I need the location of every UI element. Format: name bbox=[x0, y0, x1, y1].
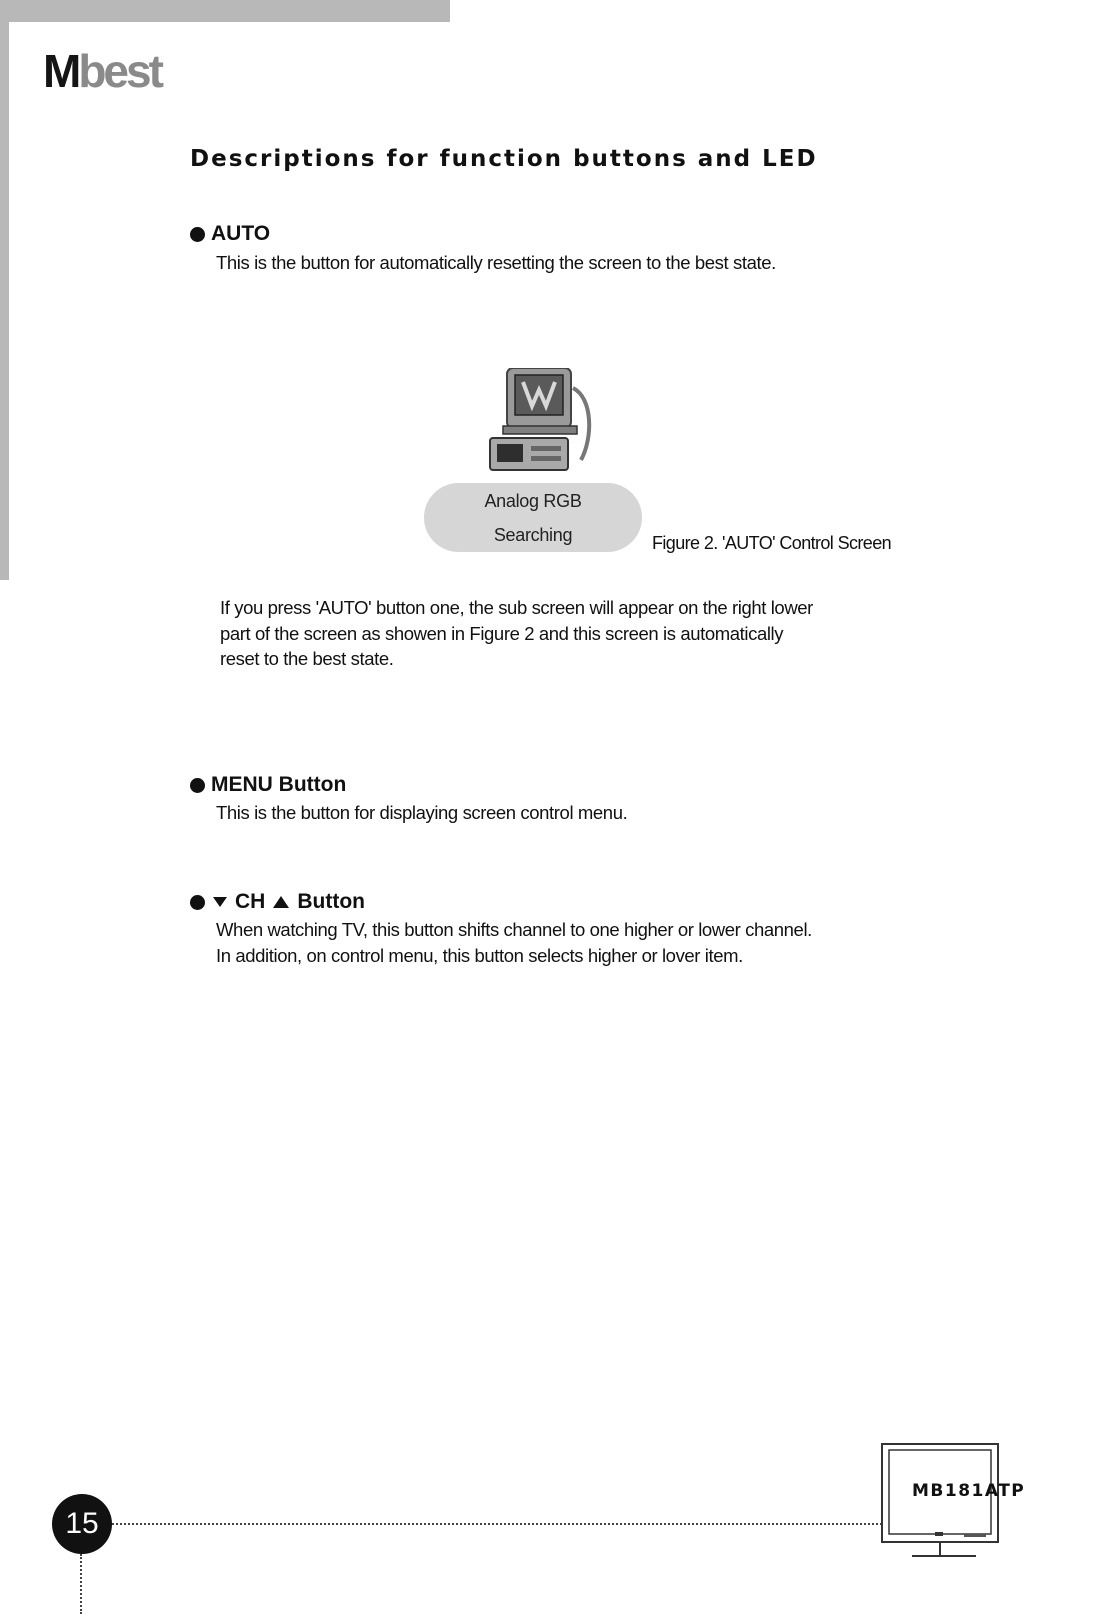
menu-title-text: MENU Button bbox=[211, 773, 347, 796]
auto-detail-line-2: part of the screen as showen in Figure 2 and this screen is automatically bbox=[220, 623, 784, 644]
bullet-icon bbox=[190, 895, 205, 910]
bullet-icon bbox=[190, 227, 205, 242]
ch-description-line-1: When watching TV, this button shifts channel to one higher or lower channel. bbox=[216, 919, 812, 940]
down-arrow-icon bbox=[213, 897, 227, 907]
menu-description: This is the button for displaying screen control menu. bbox=[216, 802, 628, 823]
auto-description: This is the button for automatically resetting the screen to the best state. bbox=[216, 252, 776, 273]
logo-first-letter: M bbox=[43, 45, 79, 97]
auto-detail-line-1: If you press 'AUTO' button one, the sub screen will appear on the right lower bbox=[220, 597, 813, 618]
auto-detail-line-3: reset to the best state. bbox=[220, 648, 394, 669]
screen-line-2: Searching bbox=[493, 524, 573, 545]
page-heading: Descriptions for function buttons and LED bbox=[190, 146, 818, 172]
ch-title-text: CH bbox=[235, 890, 266, 913]
up-arrow-icon bbox=[273, 896, 289, 908]
ch-title-button-text: Button bbox=[297, 890, 365, 913]
ch-description-line-2: In addition, on control menu, this button selects higher or lover item. bbox=[216, 945, 743, 966]
brand-logo bbox=[43, 45, 161, 97]
monitor-pc-icon bbox=[485, 368, 595, 478]
model-name: MB181ATP bbox=[912, 1481, 1026, 1501]
auto-section-title bbox=[190, 222, 270, 246]
logo-rest: best bbox=[78, 45, 161, 97]
figure-caption: Figure 2. 'AUTO' Control Screen bbox=[652, 533, 892, 553]
monitor-outline-icon bbox=[880, 1442, 1005, 1562]
screen-line-1: Analog RGB bbox=[484, 490, 582, 511]
footer-dotted-line bbox=[112, 1523, 882, 1525]
analog-rgb-searching-screen bbox=[424, 483, 642, 552]
menu-section-title bbox=[190, 773, 346, 797]
page-number: 15 bbox=[52, 1494, 112, 1554]
footer-dotted-vertical bbox=[80, 1554, 82, 1614]
top-decor-bar bbox=[0, 0, 450, 22]
auto-title-text: AUTO bbox=[211, 222, 271, 245]
bullet-icon bbox=[190, 778, 205, 793]
ch-section-title bbox=[190, 890, 365, 914]
left-decor-bar bbox=[0, 0, 9, 580]
